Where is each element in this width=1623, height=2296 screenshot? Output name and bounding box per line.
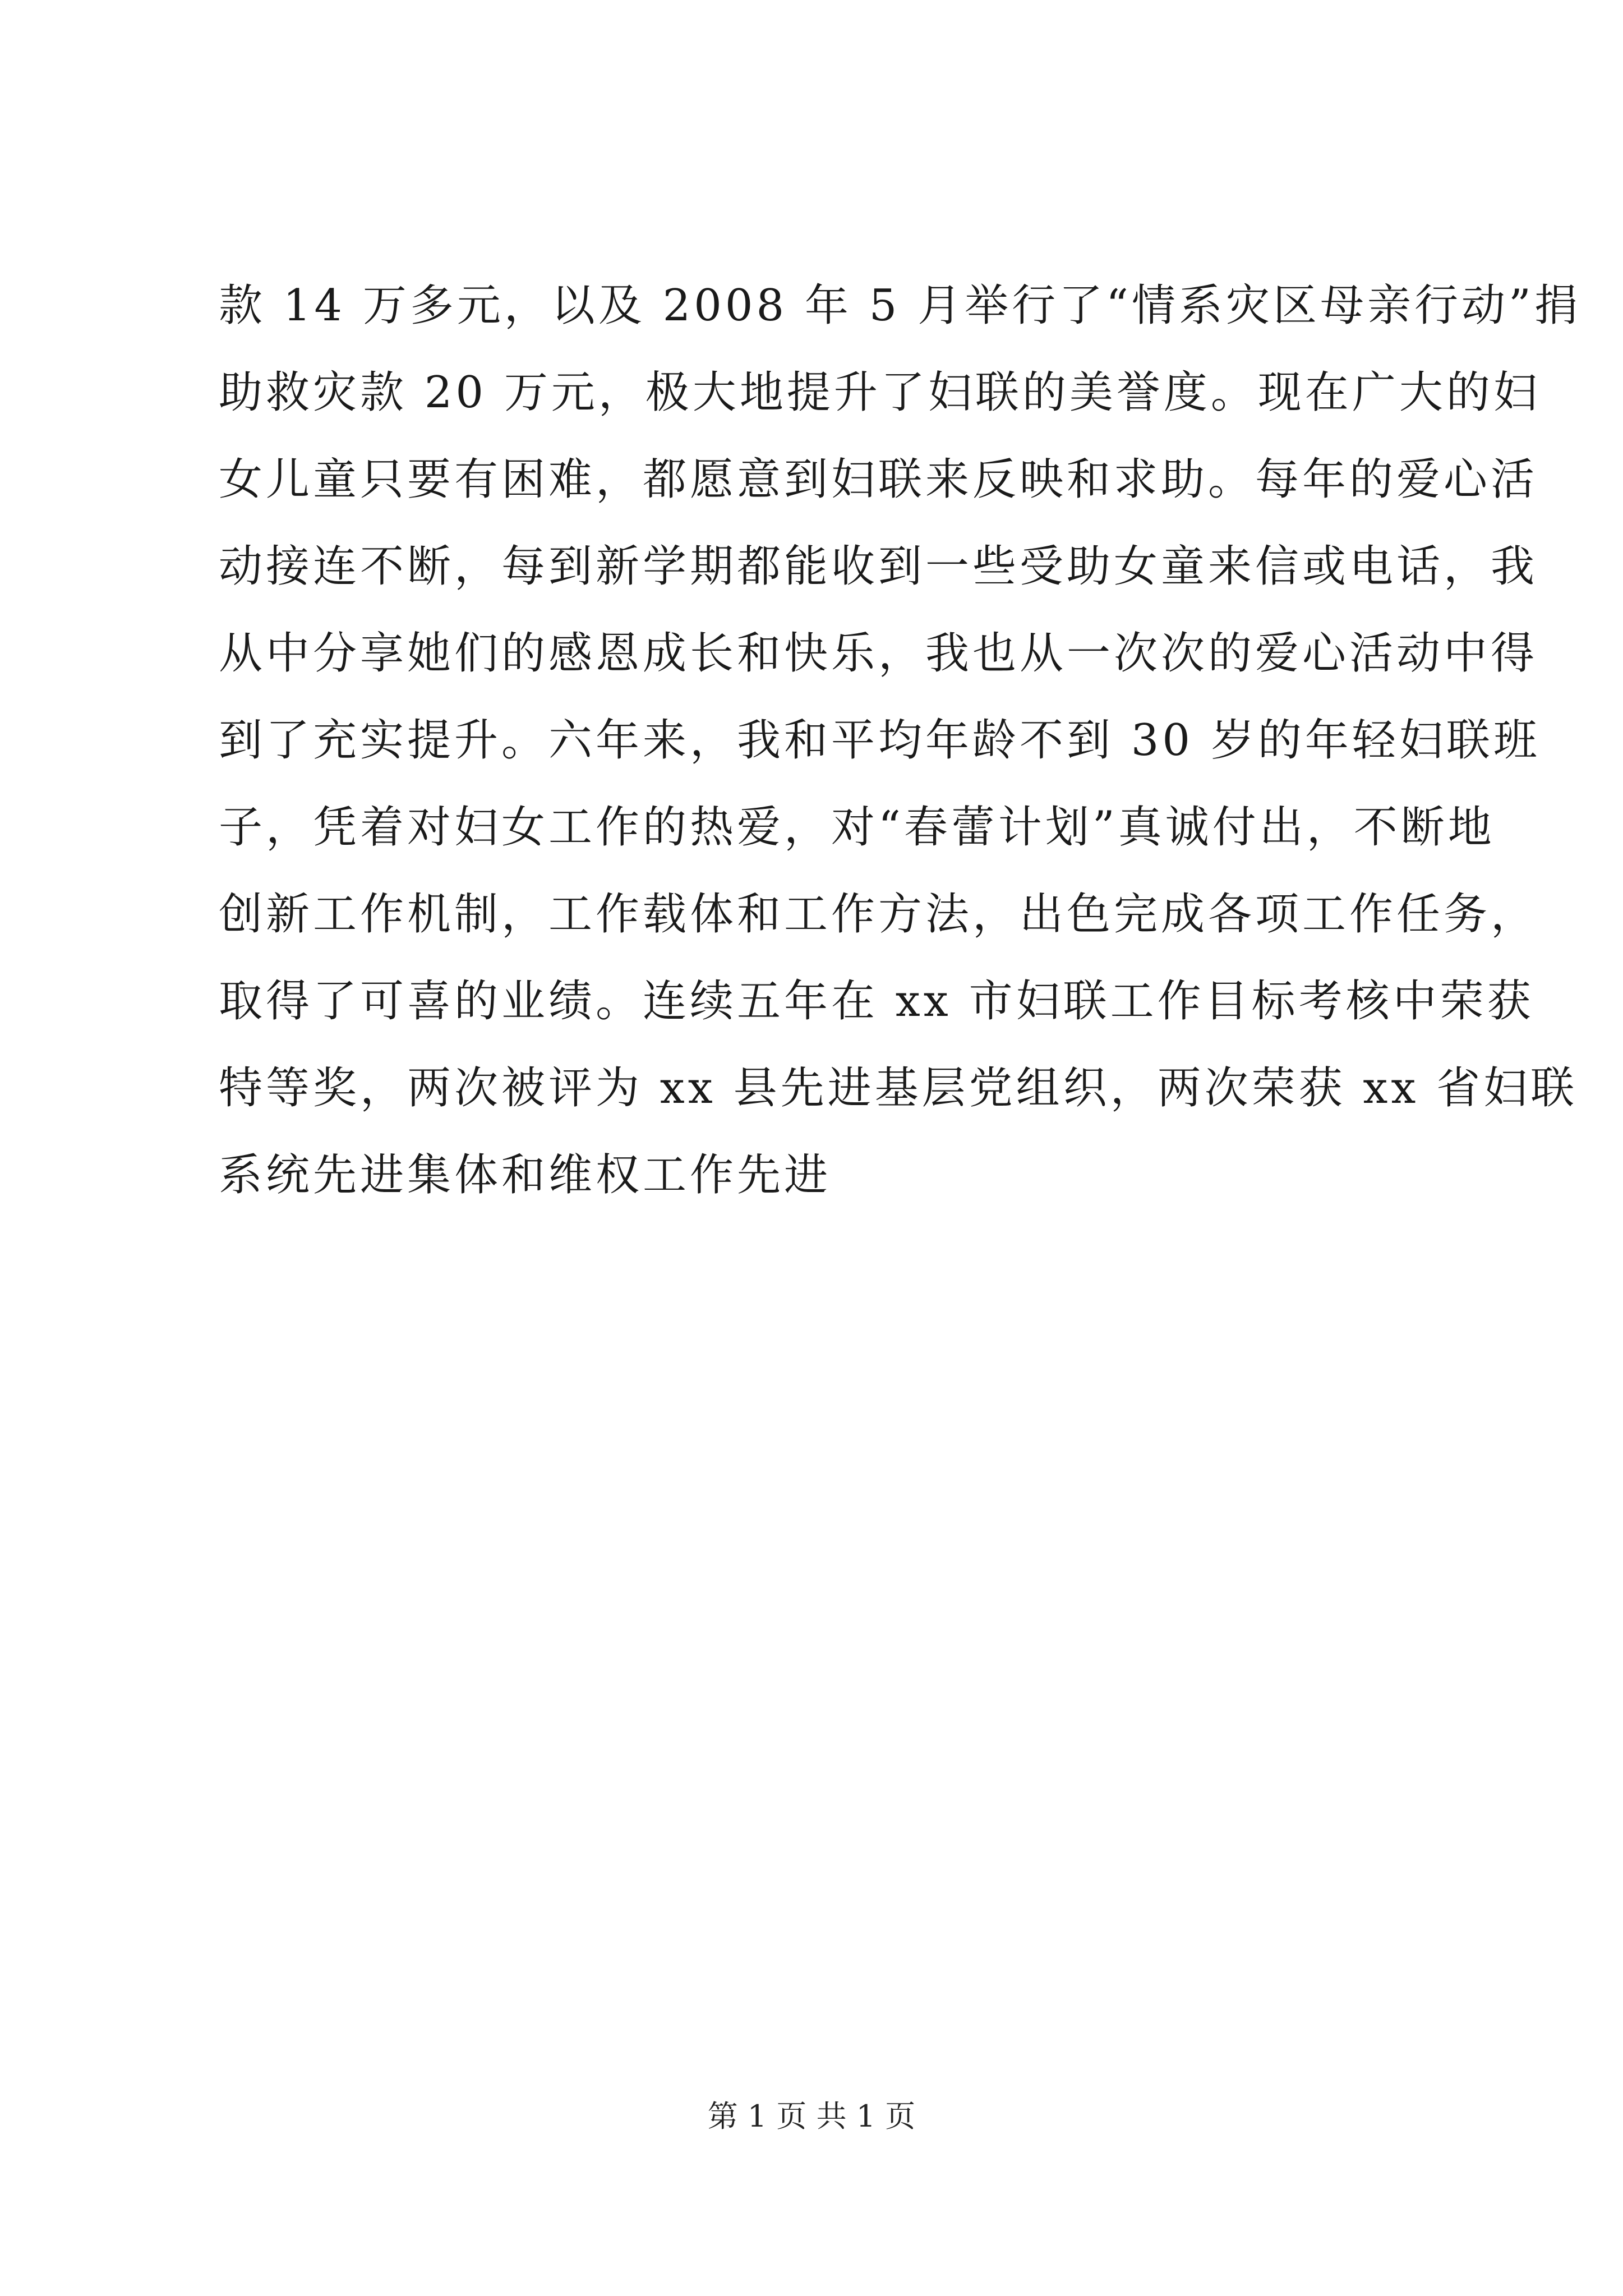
text-line: 特等奖，两次被评为 xx 县先进基层党组织，两次荣获 xx 省妇联 bbox=[219, 1063, 1578, 1114]
text-line: 从中分享她们的感恩成长和快乐，我也从一次次的爱心活动中得 bbox=[219, 628, 1538, 679]
page-footer bbox=[0, 2097, 1623, 2136]
text-line: 到了充实提升。六年来，我和平均年龄不到 30 岁的年轻妇联班 bbox=[219, 715, 1541, 766]
text-line: 动接连不断，每到新学期都能收到一些受助女童来信或电话，我 bbox=[219, 541, 1538, 592]
text-line: 系统先进集体和维权工作先进 bbox=[219, 1150, 832, 1200]
text-line: 子，凭着对妇女工作的热爱，对“春蕾计划”真诚付出，不断地 bbox=[219, 802, 1495, 853]
text-line: 女儿童只要有困难，都愿意到妇联来反映和求助。每年的爱心活 bbox=[219, 454, 1538, 505]
text-line: 助救灾款 20 万元，极大地提升了妇联的美誉度。现在广大的妇 bbox=[219, 367, 1541, 418]
page-number: 第 1 页 共 1 页 bbox=[707, 2099, 916, 2134]
text-line: 取得了可喜的业绩。连续五年在 xx 市妇联工作目标考核中荣获 bbox=[219, 976, 1534, 1027]
body-paragraph bbox=[219, 263, 1581, 1219]
text-line: 创新工作机制，工作载体和工作方法，出色完成各项工作任务， bbox=[219, 889, 1538, 940]
text-line: 款 14 万多元，以及 2008 年 5 月举行了“情系灾区母亲行动”捐 bbox=[219, 280, 1581, 331]
